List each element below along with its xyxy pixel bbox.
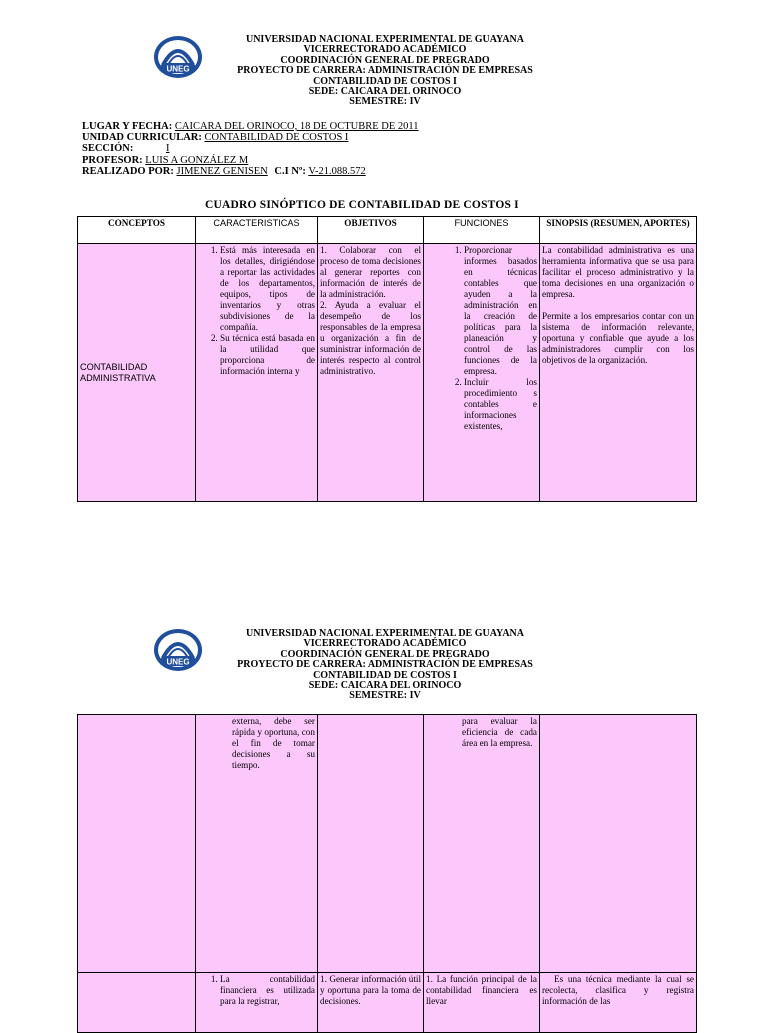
header-line: SEMESTRE: IV [349, 96, 421, 108]
funciones-cell: 1. La función principal de la contabilidad financiera es llevar [424, 973, 540, 1033]
svg-text:UNEG: UNEG [166, 657, 190, 667]
sinopsis-cell [540, 715, 697, 973]
funciones-cell [424, 715, 540, 973]
profesor-value: LUIS A GONZÁLEZ M [145, 154, 249, 166]
header-caracteristicas: CARACTERISTICAS [196, 217, 318, 244]
lugar-label: LUGAR Y FECHA: [82, 121, 173, 132]
header-line: UNIVERSIDAD NACIONAL EXPERIMENTAL DE GUAYANA [245, 628, 524, 639]
uneg-logo [153, 628, 203, 672]
header-line: CONTABILIDAD DE COSTOS I [313, 75, 457, 87]
lugar-value: CAICARA DEL ORINOCO, 18 DE OCTUBRE DE 2011 [174, 121, 419, 132]
header-funciones: FUNCIONES [424, 217, 540, 244]
header-line: COORDINACIÓN GENERAL DE PREGRADO [280, 54, 490, 66]
list-item: 1. Proporcionar informes basados en técnicas contables que ayuden a la administración en la creación de políticas para la planeación y control de las funciones de la empresa. [464, 245, 537, 377]
unidad-value: CONTABILIDAD DE COSTOS I [204, 132, 349, 144]
realizado-row [82, 166, 419, 177]
seccion-label: SECCIÓN: [82, 143, 134, 155]
unidad-label: UNIDAD CURRICULAR: [82, 132, 202, 144]
header-line: SEMESTRE: IV [349, 690, 421, 702]
unidad-row [82, 132, 419, 143]
objetivos-cell: 1. Generar información útil y oportuna para la toma de decisiones. [318, 973, 424, 1033]
header-line: CONTABILIDAD DE COSTOS I [313, 669, 457, 681]
list-item: 1. Colaborar con el proceso de toma decisiones al generar reportes con información de interés de la administración. [320, 245, 421, 299]
header-line: PROYECTO DE CARRERA: ADMINISTRACIÓN DE EMPRESAS [237, 65, 533, 77]
header-line: UNIVERSIDAD NACIONAL EXPERIMENTAL DE GUAYANA [245, 34, 524, 45]
list-item: 2. Incluir los procedimiento s contables e informaciones existentes, [464, 377, 537, 432]
header-line: PROYECTO DE CARRERA: ADMINISTRACIÓN DE EMPRESAS [237, 659, 533, 671]
profesor-row [82, 155, 419, 166]
header-sinopsis: SINOPSIS (RESUMEN, APORTES) [540, 217, 697, 244]
document-title: CUADRO SINÓPTICO DE CONTABILIDAD DE COSTOS I [205, 199, 519, 211]
realizado-label: REALIZADO POR: [82, 165, 174, 177]
seccion-row [82, 143, 419, 154]
sinopsis-cell: Es una técnica mediante la cual se recolecta, clasifica y registra información de las [540, 973, 697, 1033]
list-item: 1. La contabilidad financiera es utilizada para la registrar, [220, 974, 315, 1007]
objetivos-cell [318, 244, 424, 502]
institution-header [200, 629, 570, 702]
caracteristicas-cell [196, 244, 318, 502]
list-item-continued: externa, debe ser rápida y oportuna, con el fin de tomar decisiones a su tiempo. [232, 716, 315, 770]
document-metadata [82, 121, 419, 177]
profesor-label: PROFESOR: [82, 154, 143, 166]
paragraph: La contabilidad administrativa es una herramienta informativa que se usa para facilitar el proceso administrativo y la toma decisiones en una organización o empresa. [542, 245, 694, 299]
header-objetivos: OBJETIVOS [318, 217, 424, 244]
header-line: COORDINACIÓN GENERAL DE PREGRADO [280, 648, 490, 660]
ci-value: V-21.088.572 [308, 165, 366, 177]
table-header-row [78, 217, 697, 244]
list-item-continued: para evaluar la eficiencia de cada área en la empresa. [462, 716, 537, 748]
caracteristicas-cell [196, 715, 318, 973]
header-conceptos: CONCEPTOS [78, 217, 196, 244]
header-line: VICERRECTORADO ACADÉMICO [303, 638, 467, 650]
table-row [78, 244, 697, 502]
objetivos-cell [318, 715, 424, 973]
synoptic-table [77, 216, 697, 502]
list-item: 2. Ayuda a evaluar el desempeño de los responsables de la empresa u organización a fin de suministrar información de interés respecto al control administrativo. [320, 300, 421, 376]
list-item: 1. Está más interesada en los detalles, dirigiéndose a reportar las actividades de los departamentos, equipos, tipos de inventarios y otras subdivisiones de la compañía. [220, 245, 315, 333]
lugar-fecha-row [82, 121, 419, 132]
header-line: SEDE: CAICARA DEL ORINOCO [308, 86, 462, 98]
realizado-value: JIMENEZ GENISEN [176, 165, 268, 177]
seccion-value: I [165, 143, 170, 155]
list-item: 2. Su técnica está basada en la utilidad que proporciona de información interna y [220, 333, 315, 377]
svg-text:UNEG: UNEG [166, 64, 190, 74]
header-line: VICERRECTORADO ACADÉMICO [303, 44, 467, 56]
funciones-cell [424, 244, 540, 502]
table-row [78, 715, 697, 973]
header-line: SEDE: CAICARA DEL ORINOCO [308, 680, 462, 692]
institution-header [200, 35, 570, 108]
sinopsis-cell [540, 244, 697, 502]
uneg-logo [153, 35, 203, 79]
paragraph: Permite a los empresarios contar con un sistema de información relevante, oportuna y confiable que ayude a los administradores cumplir con los objetivos de la organización. [542, 311, 694, 365]
concepto-cell: CONTABILIDAD ADMINISTRATIVA [78, 244, 196, 502]
ci-label: C.I Nº: [274, 165, 306, 177]
synoptic-table-continued [77, 714, 697, 1033]
concepto-cell [78, 715, 196, 973]
